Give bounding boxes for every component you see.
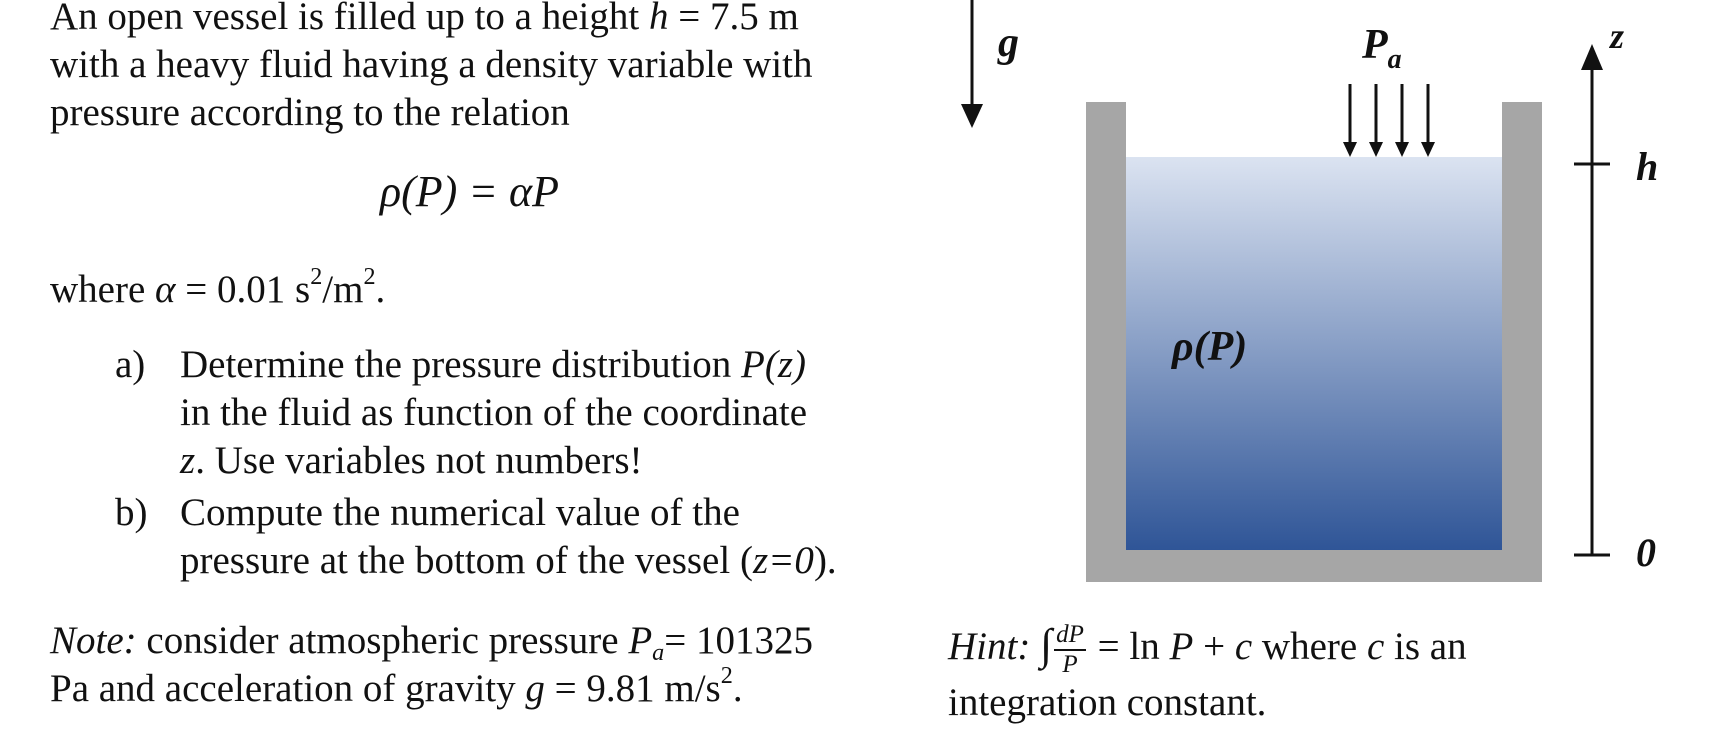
bottom-condition: z=0 <box>752 539 814 582</box>
hint-equals-ln: = ln <box>1087 625 1170 668</box>
closing-paren: ). <box>813 539 837 582</box>
z-variable: z <box>180 439 196 482</box>
intro-text: An open vessel is filled up to a height <box>50 0 649 38</box>
period: . <box>375 268 386 311</box>
question-b-text: pressure at the bottom of the vessel ( <box>180 539 753 582</box>
gravity-arrow <box>961 0 983 128</box>
exponent: 2 <box>363 262 376 290</box>
hint-plus: + <box>1193 625 1235 668</box>
pressure-function: P(z) <box>741 343 807 386</box>
exponent: 2 <box>310 262 323 290</box>
pa-subscript: a <box>652 639 665 667</box>
integral-sign: ∫ <box>1040 620 1053 669</box>
hint-line-2: integration constant. <box>948 681 1267 724</box>
height-tick-label: h <box>1636 144 1659 189</box>
hint-is-an: is an <box>1384 625 1467 668</box>
pa-label <box>1361 22 1402 75</box>
height-value: = 7.5 m <box>668 0 799 38</box>
question-b-line-1: Compute the numerical value of the <box>180 491 740 534</box>
fluid-density-label: ρ(P) <box>1172 324 1248 370</box>
z-axis <box>1574 44 1610 556</box>
alpha-value: = 0.01 s <box>175 268 311 311</box>
hint-c-var-2: c <box>1366 625 1385 668</box>
g-symbol: g <box>525 667 545 710</box>
pa-label-main: P <box>1362 22 1388 68</box>
height-variable: h <box>648 0 669 38</box>
fraction-numerator: dP <box>1054 621 1086 651</box>
alpha-symbol: α <box>155 268 176 311</box>
intro-line-2: with a heavy fluid having a density variable with <box>50 43 813 86</box>
hint-label: Hint: <box>948 625 1031 668</box>
question-a-text: Determine the pressure distribution <box>180 343 742 386</box>
note-label: Note: <box>50 619 137 662</box>
question-b-label: b) <box>115 491 148 534</box>
note-gravity-text: Pa and acceleration of gravity <box>50 667 526 710</box>
period: . <box>732 667 743 710</box>
zero-tick-label: 0 <box>1636 530 1656 575</box>
pa-symbol: P <box>628 619 653 662</box>
g-value: = 9.81 m/s <box>544 667 721 710</box>
density-equation: ρ(P) = αP <box>380 167 559 216</box>
pa-value: = 101325 <box>664 619 813 662</box>
gravity-label: g <box>998 20 1019 66</box>
intro-line-3: pressure according to the relation <box>50 91 570 134</box>
atmospheric-pressure-arrows <box>1343 84 1435 157</box>
hint-p-var: P <box>1169 625 1194 668</box>
pa-label-sub: a <box>1387 44 1402 75</box>
note-text: consider atmospheric pressure <box>136 619 629 662</box>
hint-where: where <box>1252 625 1367 668</box>
alpha-unit: /m <box>322 268 364 311</box>
question-a-instruction: . Use variables not numbers! <box>195 439 643 482</box>
fraction-denominator: P <box>1062 651 1078 679</box>
question-a-label: a) <box>115 343 146 386</box>
g-exponent: 2 <box>720 661 733 689</box>
where-text: where <box>50 268 156 311</box>
z-axis-label: z <box>1610 16 1625 56</box>
hint-c-var: c <box>1234 625 1253 668</box>
question-a-line-2: in the fluid as function of the coordinate <box>180 391 808 434</box>
